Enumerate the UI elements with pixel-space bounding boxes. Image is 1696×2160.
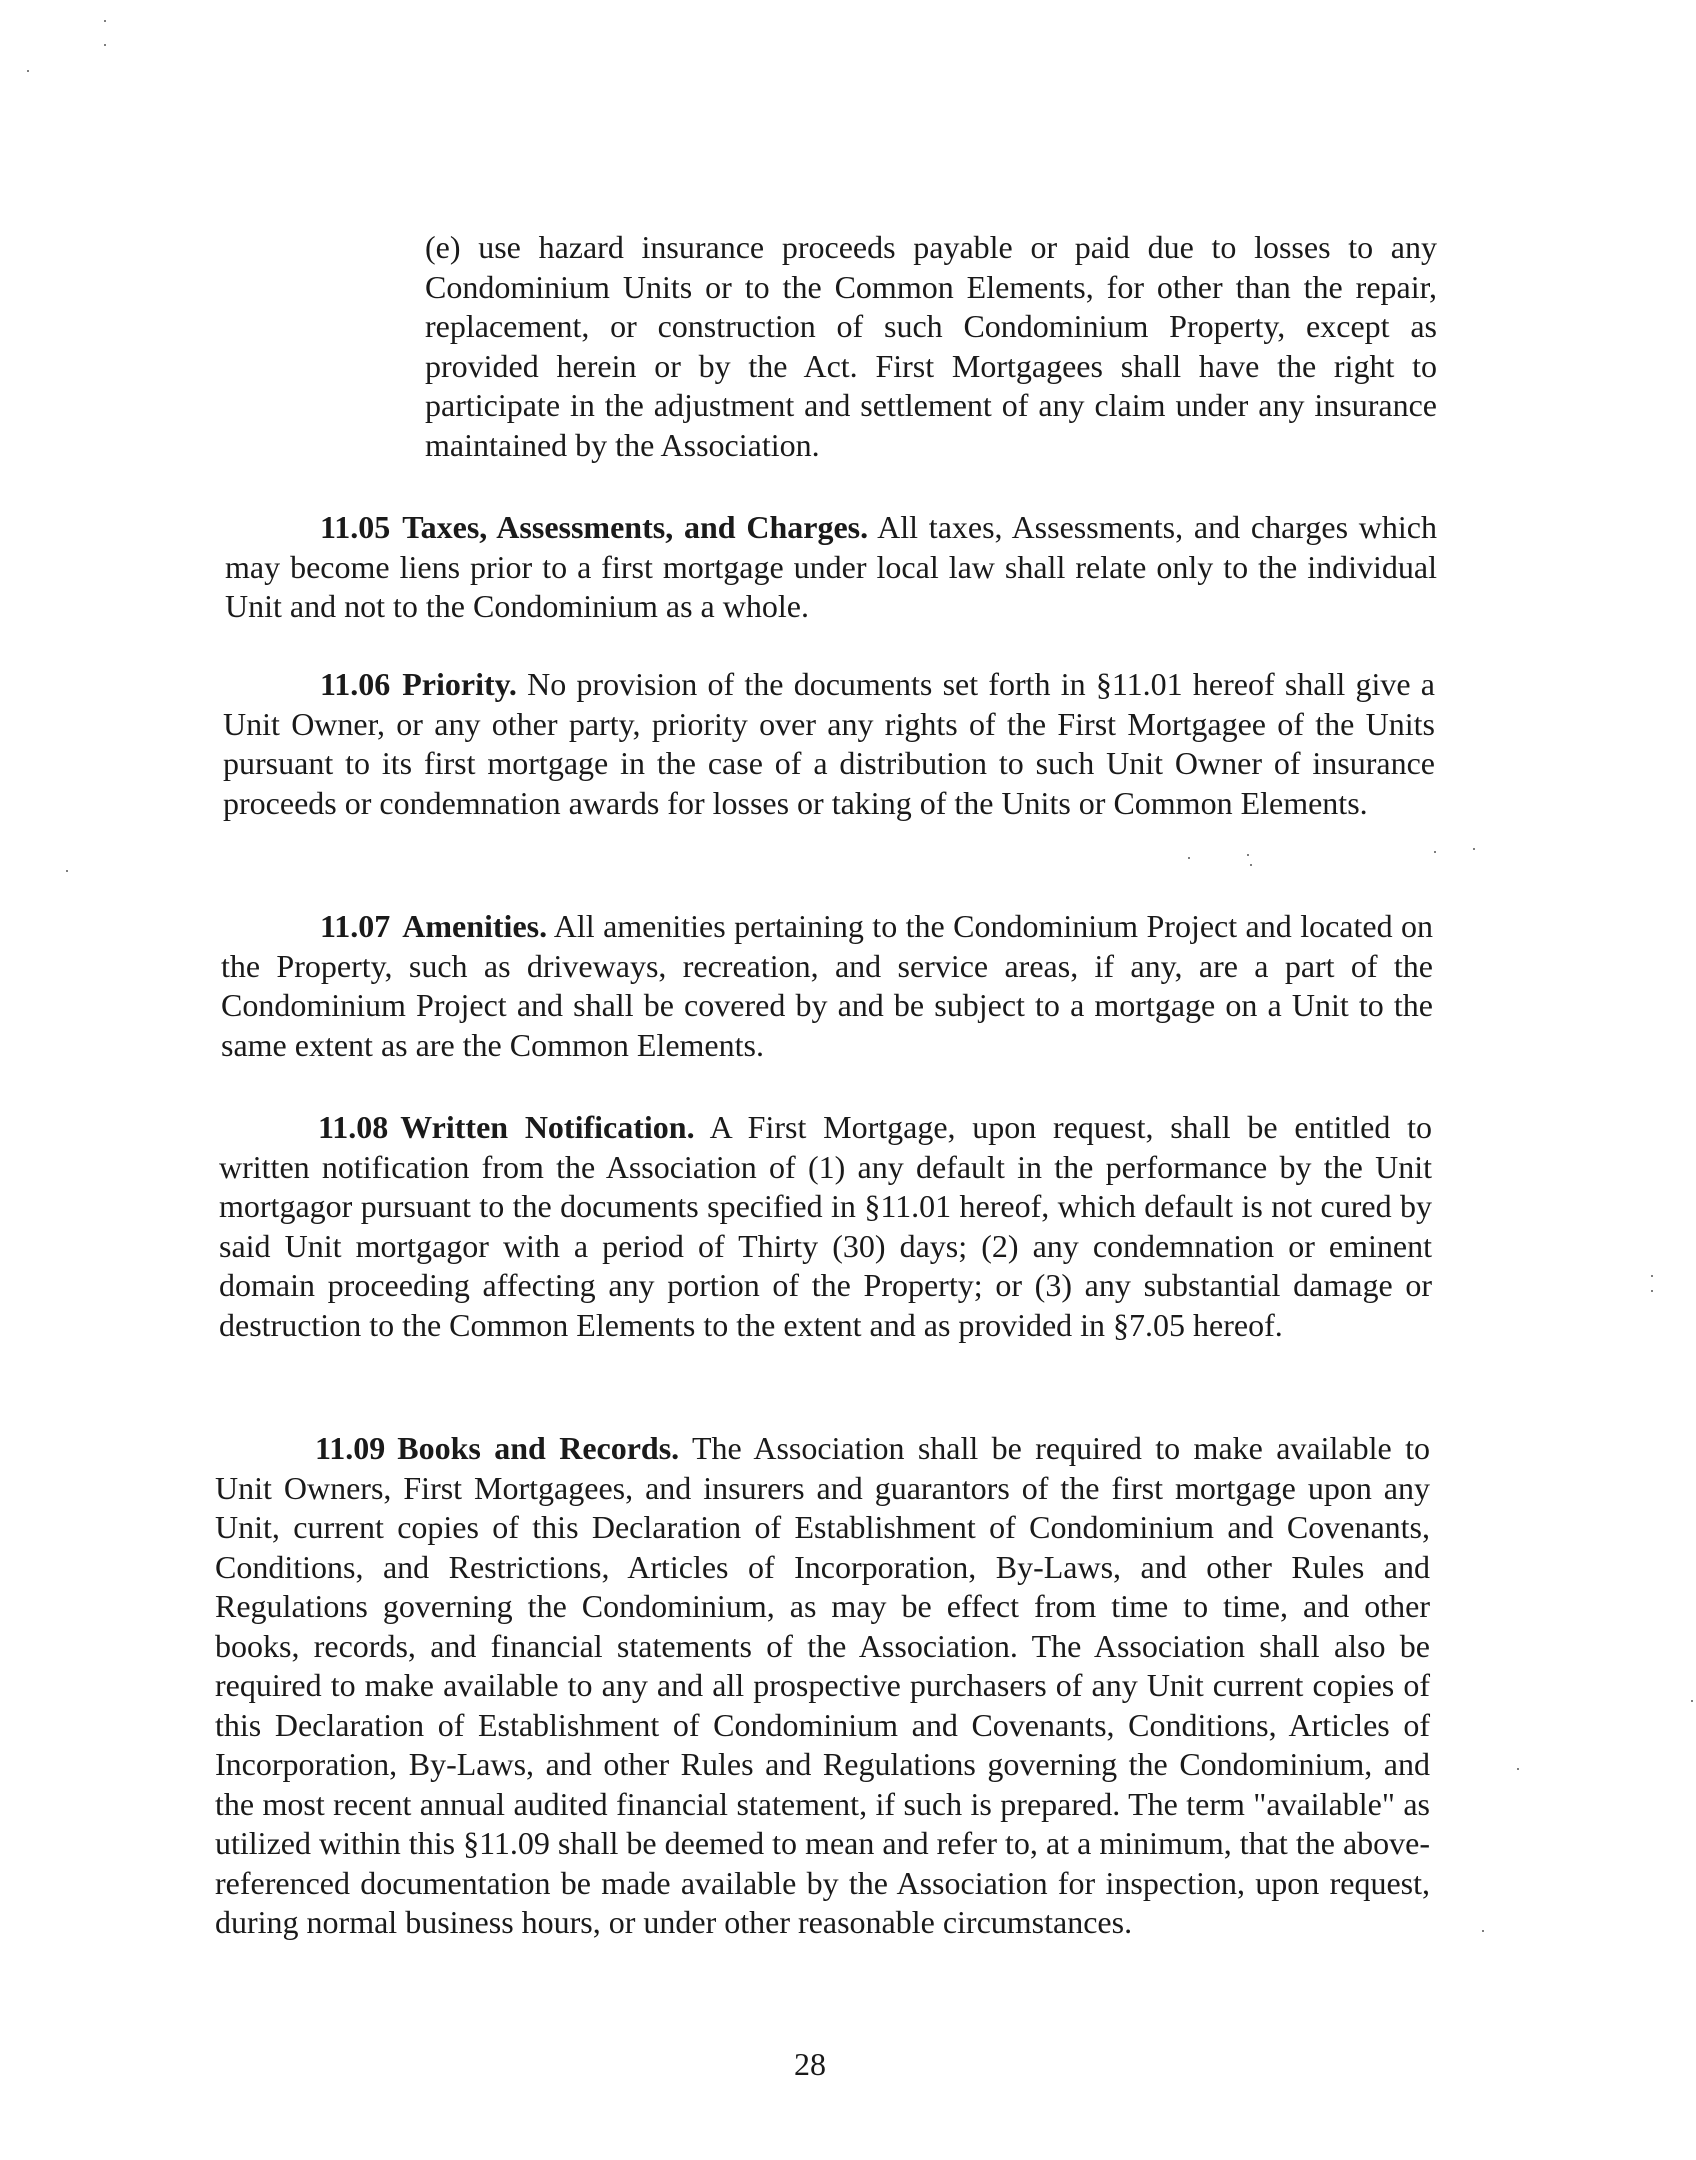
section-11-05 <box>225 508 1437 627</box>
section-number: 11.06 <box>320 666 391 702</box>
scan-speck <box>1188 857 1190 859</box>
scan-speck <box>1473 848 1475 850</box>
section-heading: Priority. <box>402 666 517 702</box>
section-11-09 <box>215 1429 1430 1943</box>
section-11-08 <box>219 1108 1432 1345</box>
scan-speck <box>66 870 68 872</box>
section-number: 11.05 <box>320 509 391 545</box>
section-body: No provision of the documents set forth in §11.01 hereof shall give a Unit Owner, or any other party, priority over any rights of the First Mortgagee of the Units pursuant to its first mortgage in the case of a distribution to such Unit Owner of insurance proceeds or condemnation awards for losses or taking of the Units or Common Elements. <box>223 666 1435 821</box>
section-11-07 <box>221 907 1433 1065</box>
scan-speck <box>104 44 106 46</box>
scan-speck <box>1482 1930 1484 1932</box>
section-number: 11.07 <box>320 908 391 944</box>
scan-speck <box>1434 851 1436 853</box>
scan-speck <box>1651 1290 1653 1292</box>
scan-speck <box>104 20 106 22</box>
section-number: 11.08 <box>318 1109 389 1145</box>
section-body: The Association shall be required to make available to Unit Owners, First Mortgagees, and insurers and guarantors of the first mortgage upon any Unit, current copies of this Declaration of Establishment of Condominium and Covenants, Conditions, and Restrictions, Articles of Incorporation, By-Laws, and other Rules and Regulations governing the Condominium, as may be effect from time to time, and other books, records, and financial statements of the Association. The Association shall also be required to make available to any and all prospective purchasers of any Unit current copies of this Declaration of Establishment of Condominium and Covenants, Conditions, Articles of Incorporation, By-Laws, and other Rules and Regulations governing the Condominium, and the most recent annual audited financial statement, if such is prepared. The term "available" as utilized within this §11.09 shall be deemed to mean and refer to, at a minimum, that the above-referenced documentation be made available by the Association for inspection, upon request, during normal business hours, or under other reasonable circumstances. <box>215 1430 1430 1940</box>
section-body: All taxes, Assessments, and charges which may become liens prior to a first mortgage under local law shall relate only to the individual Unit and not to the Condominium as a whole. <box>225 509 1438 624</box>
scan-speck <box>1250 864 1252 866</box>
paragraph-e-text: (e) use hazard insurance proceeds payable or paid due to losses to any Condominium Units or to the Common Elements, for other than the repair, replacement, or construction of such Condominium Property, except as provided herein or by the Act. First Mortgagees shall have the right to participate in the adjustment and settlement of any claim under any insurance maintained by the Association. <box>425 229 1437 463</box>
scan-speck <box>1517 1768 1519 1770</box>
scan-speck <box>1691 1700 1693 1702</box>
section-heading: Taxes, Assessments, and Charges. <box>402 509 869 545</box>
section-heading: Amenities. <box>402 908 548 944</box>
section-heading: Books and Records. <box>397 1430 680 1466</box>
section-heading: Written Notification. <box>400 1109 695 1145</box>
scan-speck <box>27 70 29 72</box>
scan-speck <box>1651 1275 1653 1277</box>
scan-speck <box>1247 854 1249 856</box>
section-body: All amenities pertaining to the Condominium Project and located on the Property, such as driveways, recreation, and service areas, if any, are a part of the Condominium Project and shall be covered by and be subject to a mortgage on a Unit to the same extent as are the Common Elements. <box>221 908 1434 1063</box>
section-body: A First Mortgage, upon request, shall be entitled to written notification from the Association of (1) any default in the performance by the Unit mortgagor pursuant to the documents specified in §11.01 hereof, which default is not cured by said Unit mortgagor with a period of Thirty (30) days; (2) any condemnation or eminent domain proceeding affecting any portion of the Property; or (3) any substantial damage or destruction to the Common Elements to the extent and as provided in §7.05 hereof. <box>219 1109 1433 1343</box>
paragraph-e <box>425 228 1437 465</box>
section-number: 11.09 <box>315 1430 386 1466</box>
section-11-06 <box>223 665 1435 823</box>
page-number: 28 <box>794 2046 826 2082</box>
